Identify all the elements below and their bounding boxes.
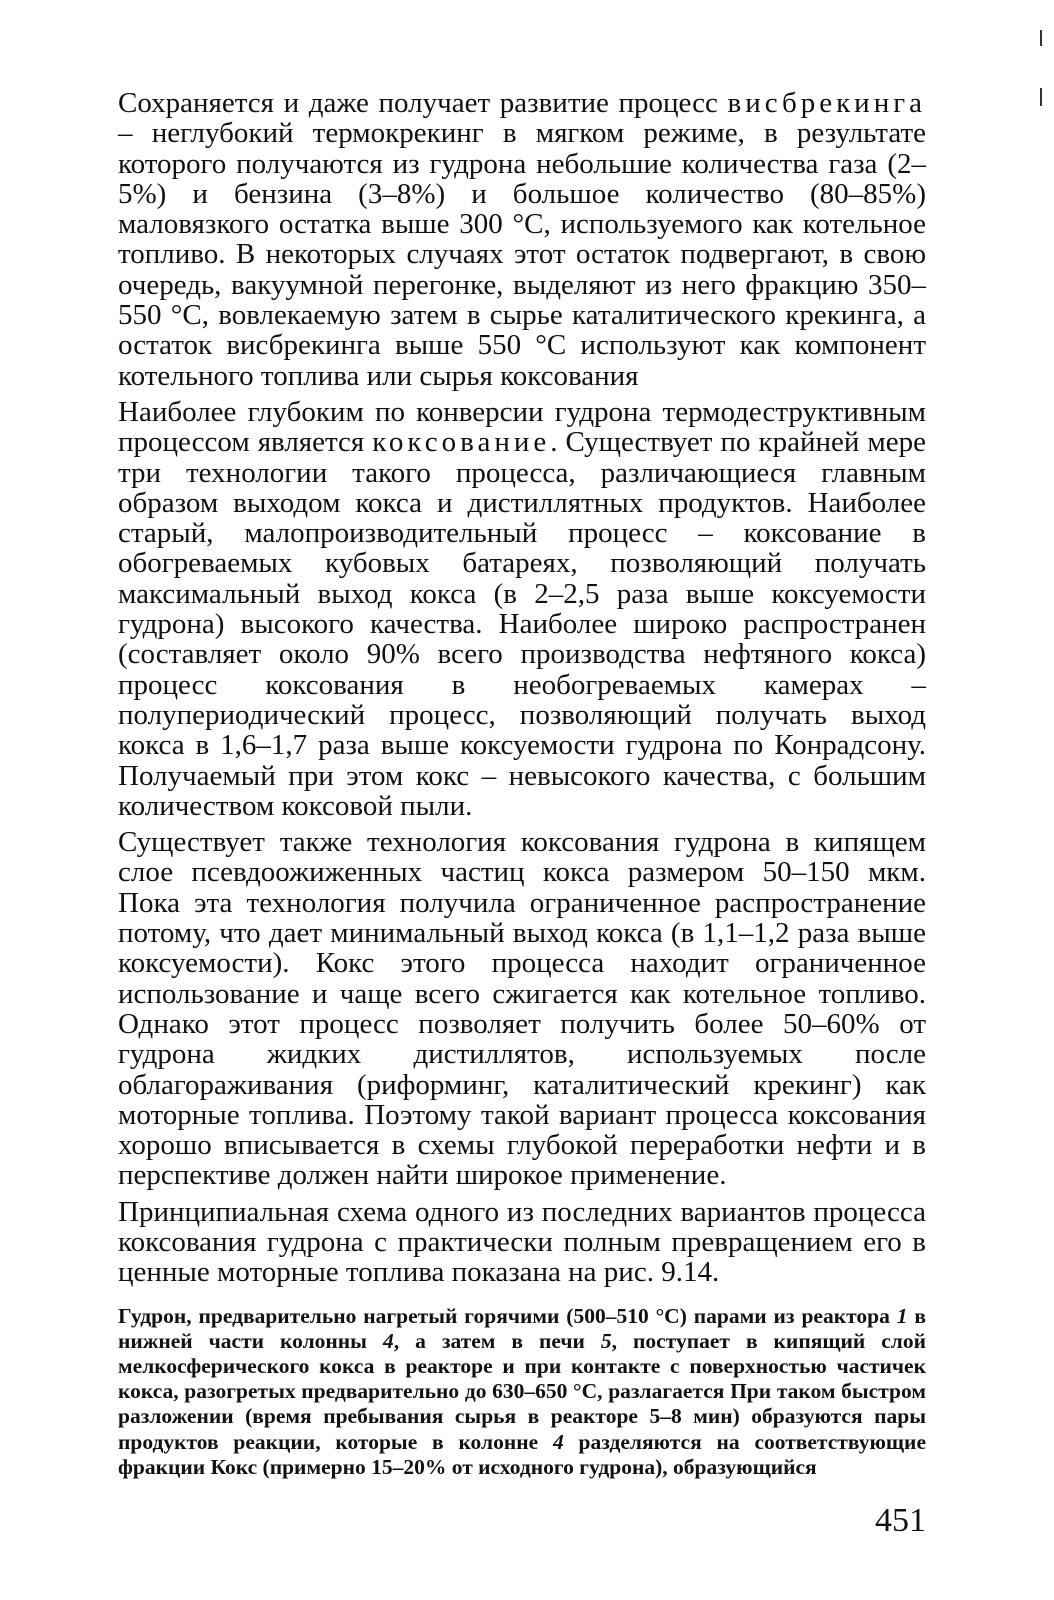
text: в нижней части колонны — [118, 1303, 926, 1353]
text: , а затем в печи — [393, 1328, 601, 1353]
italic-ref: 1 — [896, 1303, 908, 1328]
spaced-term: коксование — [372, 426, 551, 459]
page-number: 451 — [875, 1502, 926, 1539]
paragraph-small-description — [118, 1304, 926, 1480]
paragraph-visbreaking — [118, 88, 926, 391]
paragraph-scheme-intro: Принципиальная схема одного из последних вариантов процесса коксования гудрона с практически полным превращением его в ценные моторные топлива показана на рис. 9.14. — [118, 1195, 926, 1289]
text: Наиболее глубоким по конверсии гудрона термодеструктивным процессом является — [118, 395, 926, 459]
scan-edge-mark — [1040, 88, 1042, 106]
text: . Существует по крайней мере три технологии такого процесса, различающиеся главным образом выходом кокса и дистиллятных продуктов. Наиболее старый, малопроизводительный процесс – коксование в обогреваемых кубовых батареях, позволяющий получать максимальный выход кокса (в 2–2,5 раза выше коксуемости гудрона) высокого качества. Наиболее широко распространен (составляет около 90% всего производства нефтяного кокса) процесс коксования в необогреваемых камерах – полупериодический процесс, позволяющий получать выход кокса в 1,6–1,7 раза выше коксуемости гудрона по Конрадсону. Получаемый при этом кокс – невысокого качества, с большим количеством коксовой пыли. — [118, 426, 926, 822]
paragraph-fluid-coking: Существует также технология коксования гудрона в кипящем слое псевдоожиженных частиц кокса размером 50–150 мкм. Пока эта технология получила ограниченное распространение потому, что дает минимальный выход кокса (в 1,1–1,2 раза выше коксуемости). Кокс этого процесса находит ограниченное использование и чаще всего сжигается как котельное топливо. Однако этот процесс позволяет получить более 50–60% от гудрона жидких дистиллятов, используемых после облагораживания (риформинг, каталитический крекинг) как моторные топлива. Поэтому такой вариант процесса коксования хорошо вписывается в схемы глубокой переработки нефти и в перспективе должен найти широкое применение. — [118, 826, 926, 1192]
text: разделяются на соответствующие фракции Кокс (примерно 15–20% от исходного гудрона), образующийся — [118, 1429, 926, 1479]
text: , поступает в кипящий слой мелкосферического кокса в реакторе и при контакте с поверхностью частичек кокса, разогретых предварительно до 630–650 °С, разлагается При таком быстром разложении (время пребывания сырья в реакторе 5–8 мин) образуются пары продуктов реакции, которые в колонне — [118, 1328, 926, 1454]
text: Гудрон, предварительно нагретый горячими (500–510 °С) парами из реактора — [118, 1303, 897, 1328]
italic-ref: 5 — [600, 1328, 612, 1353]
paragraph-coking — [118, 397, 926, 821]
scan-edge-mark — [1040, 30, 1042, 46]
text: Сохраняется и даже получает развитие процесс — [118, 87, 728, 119]
page-body — [118, 88, 926, 1480]
italic-ref: 4 — [552, 1429, 564, 1454]
spaced-term: висбрекинга — [727, 87, 926, 119]
text: – неглубокий термокрекинг в мягком режиме, в результате которого получаются из гудрона небольшие количества газа (2–5%) и бензина (3–8%) и большое количество (80–85%) маловязкого остатка выше 300 °С, используемого как котельное топливо. В некоторых случаях этот остаток подвергают, в свою очередь, вакуумной перегонке, выделяют из него фракцию 350–550 °С, вовлекаемую затем в сырье каталитического крекинга, а остаток висбрекинга выше 550 °С используют как компонент котельного топлива или сырья коксования — [118, 117, 926, 392]
italic-ref: 4 — [382, 1328, 394, 1353]
